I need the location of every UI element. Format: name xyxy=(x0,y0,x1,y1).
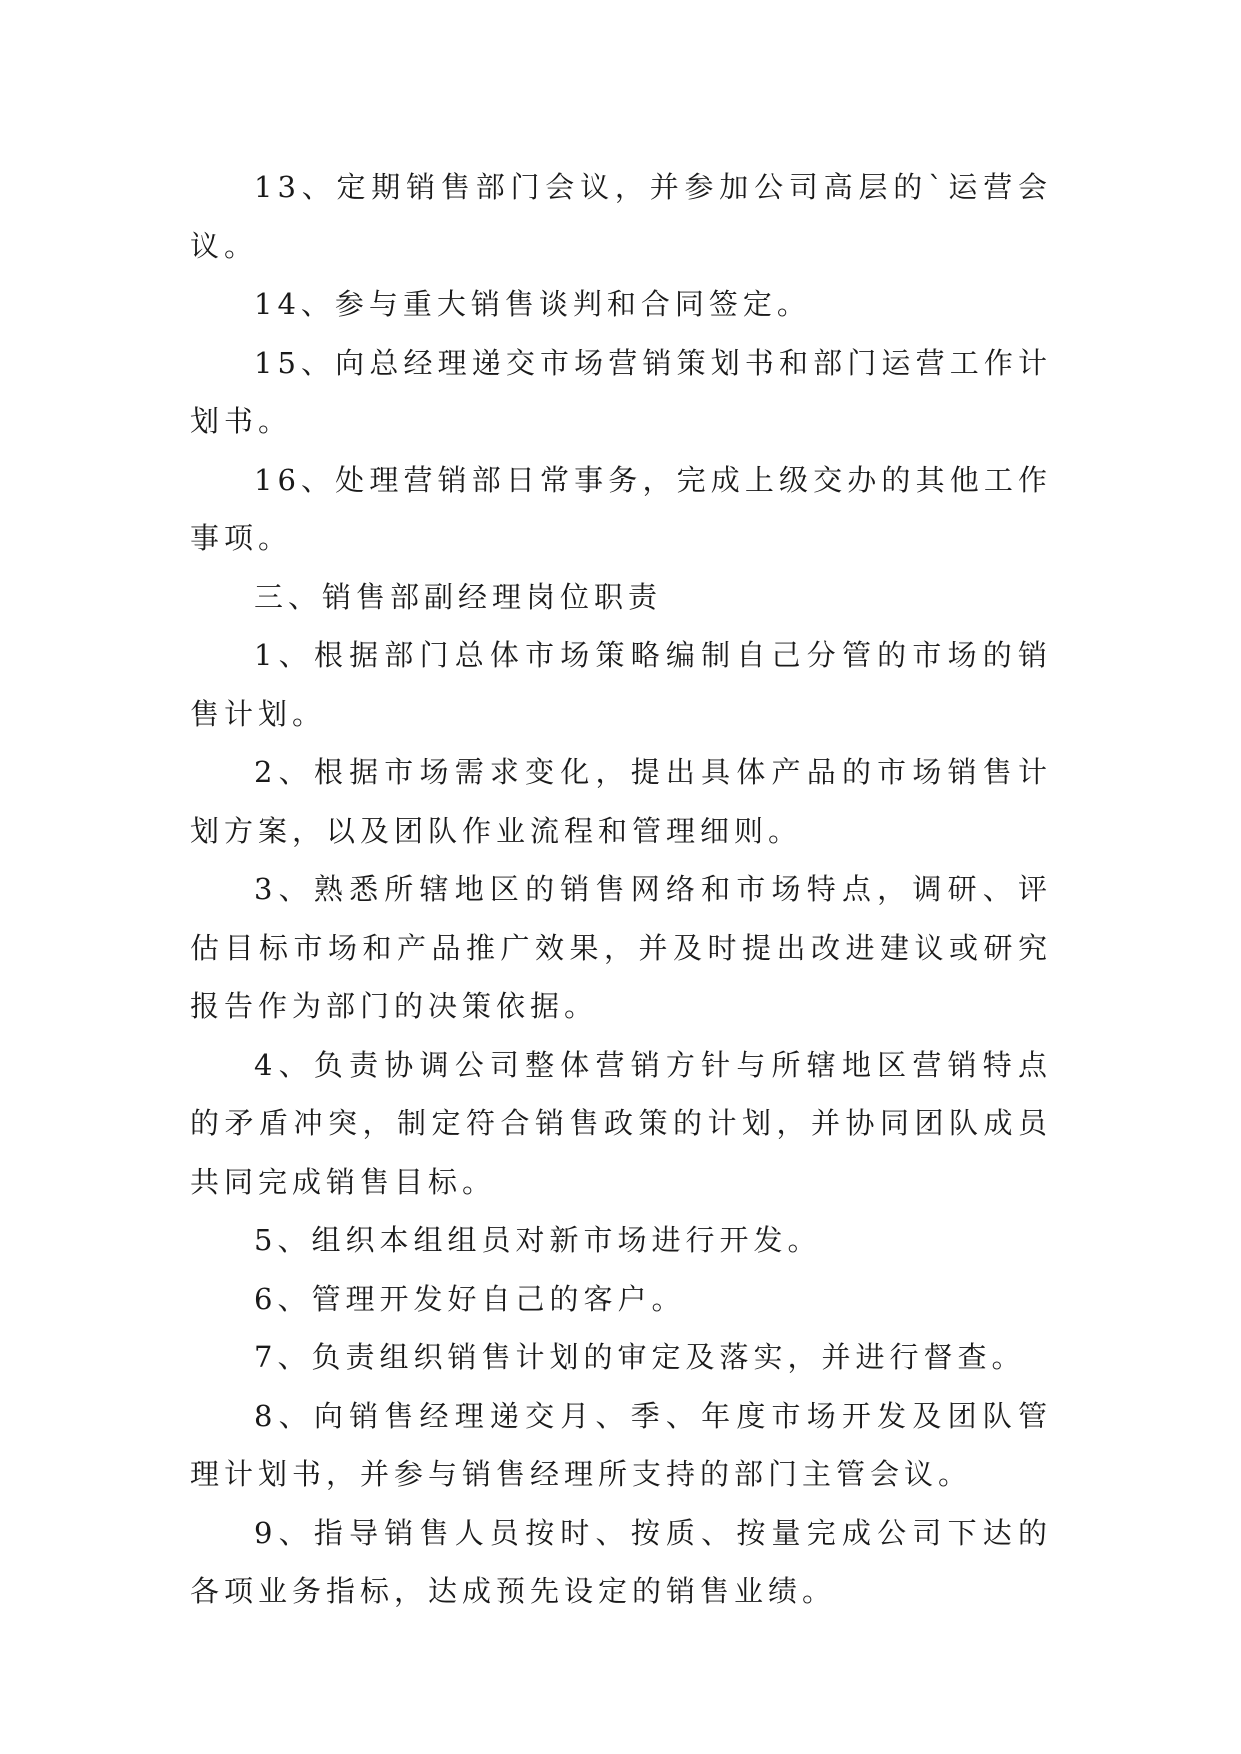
paragraph-item-13: 13、定期销售部门会议，并参加公司高层的`运营会议。 xyxy=(190,170,1052,263)
paragraph-item-16: 16、处理营销部日常事务，完成上级交办的其他工作事项。 xyxy=(190,462,1052,555)
duty-item-2: 2、根据市场需求变化，提出具体产品的市场销售计划方案，以及团队作业流程和管理细则。 xyxy=(190,755,1052,848)
duty-item-4: 4、负责协调公司整体营销方针与所辖地区营销特点的矛盾冲突，制定符合销售政策的计划，并协同团队成员共同完成销售目标。 xyxy=(190,1047,1052,1199)
duty-item-5: 5、组织本组组员对新市场进行开发。 xyxy=(254,1223,822,1257)
duty-item-6: 6、管理开发好自己的客户。 xyxy=(254,1281,686,1316)
document-page xyxy=(190,158,1052,1621)
duty-item-1: 1、根据部门总体市场策略编制自己分管的市场的销售计划。 xyxy=(190,638,1052,731)
section-heading: 三、销售部副经理岗位职责 xyxy=(254,579,663,614)
duty-item-8: 8、向销售经理递交月、季、年度市场开发及团队管理计划书，并参与销售经理所支持的部门主管会议。 xyxy=(190,1398,1052,1491)
duty-item-7: 7、负责组织销售计划的审定及落实，并进行督查。 xyxy=(254,1340,1026,1374)
duty-item-3: 3、熟悉所辖地区的销售网络和市场特点，调研、评估目标市场和产品推广效果，并及时提出改进建议或研究报告作为部门的决策依据。 xyxy=(190,872,1052,1023)
duty-item-9: 9、指导销售人员按时、按质、按量完成公司下达的各项业务指标，达成预先设定的销售业绩。 xyxy=(190,1515,1052,1608)
paragraph-item-15: 15、向总经理递交市场营销策划书和部门运营工作计划书。 xyxy=(190,345,1052,438)
paragraph-item-14: 14、参与重大销售谈判和合同签定。 xyxy=(254,287,811,321)
